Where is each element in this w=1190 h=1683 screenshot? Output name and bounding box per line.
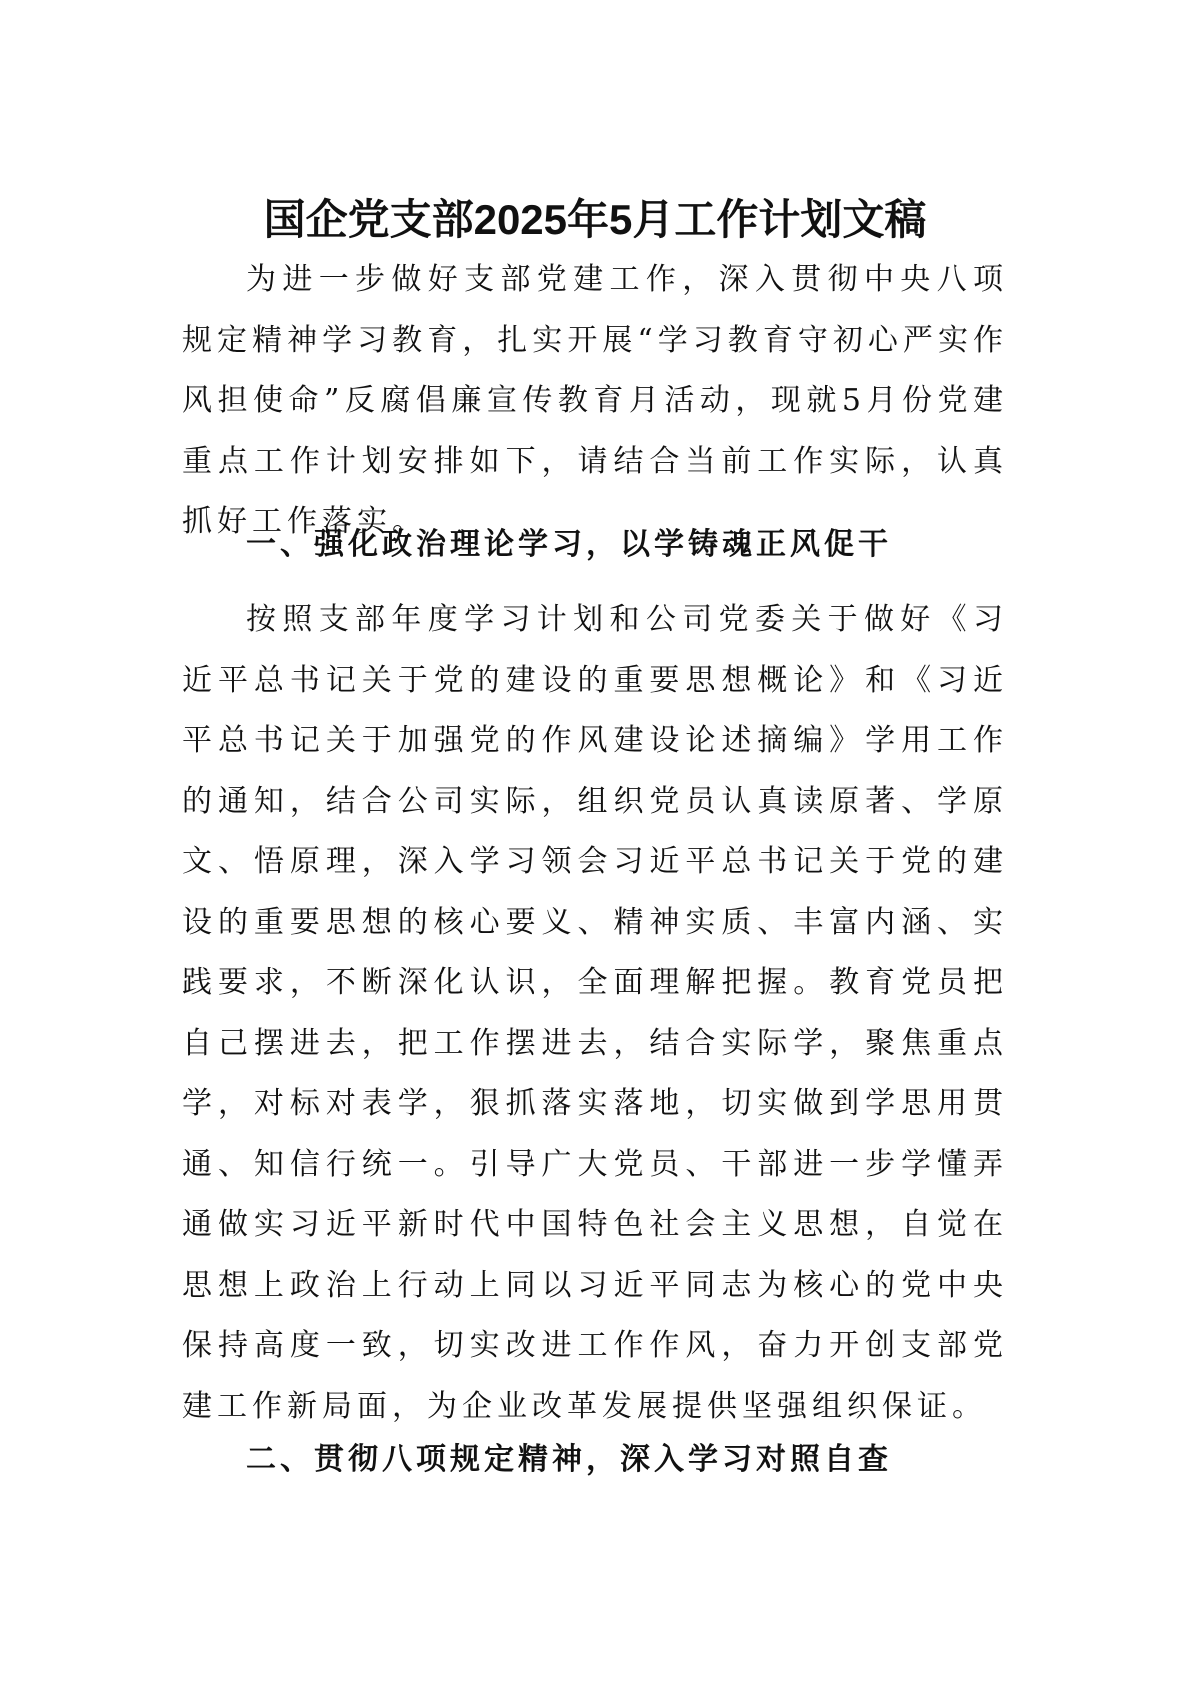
section-1-paragraph: 按照支部年度学习计划和公司党委关于做好《习近平总书记关于党的建设的重要思想概论》和《习近平总书记关于加强党的作风建设论述摘编》学用工作的通知，结合公司实际，组织党员认真读原著、学原文、悟原理，深入学习领会习近平总书记关于党的建设的重要思想的核心要义、精神实质、丰富内涵、实践要求，不断深化认识，全面理解把握。教育党员把自己摆进去，把工作摆进去，结合实际学，聚焦重点学，对标对表学，狠抓落实落地，切实做到学思用贯通、知信行统一。引导广大党员、干部进一步学懂弄通做实习近平新时代中国特色社会主义思想，自觉在思想上政治上行动上同以习近平同志为核心的党中央保持高度一致，切实改进工作作风，奋力开创支部党建工作新局面，为企业改革发展提供坚强组织保证。 [182, 602, 1008, 1424]
section-heading-2: 二、贯彻八项规定精神，深入学习对照自查 [246, 1442, 892, 1477]
intro-paragraph: 为进一步做好支部党建工作，深入贯彻中央八项规定精神学习教育，扎实开展“学习教育守初心严实作风担使命”反腐倡廉宣传教育月活动，现就5月份党建重点工作计划安排如下，请结合当前工作实际，认真抓好工作落实。 [182, 262, 1008, 539]
section-heading-1: 一、强化政治理论学习，以学铸魂正风促干 [246, 527, 892, 562]
document-title: 国企党支部2025年5月工作计划文稿 [263, 196, 927, 244]
